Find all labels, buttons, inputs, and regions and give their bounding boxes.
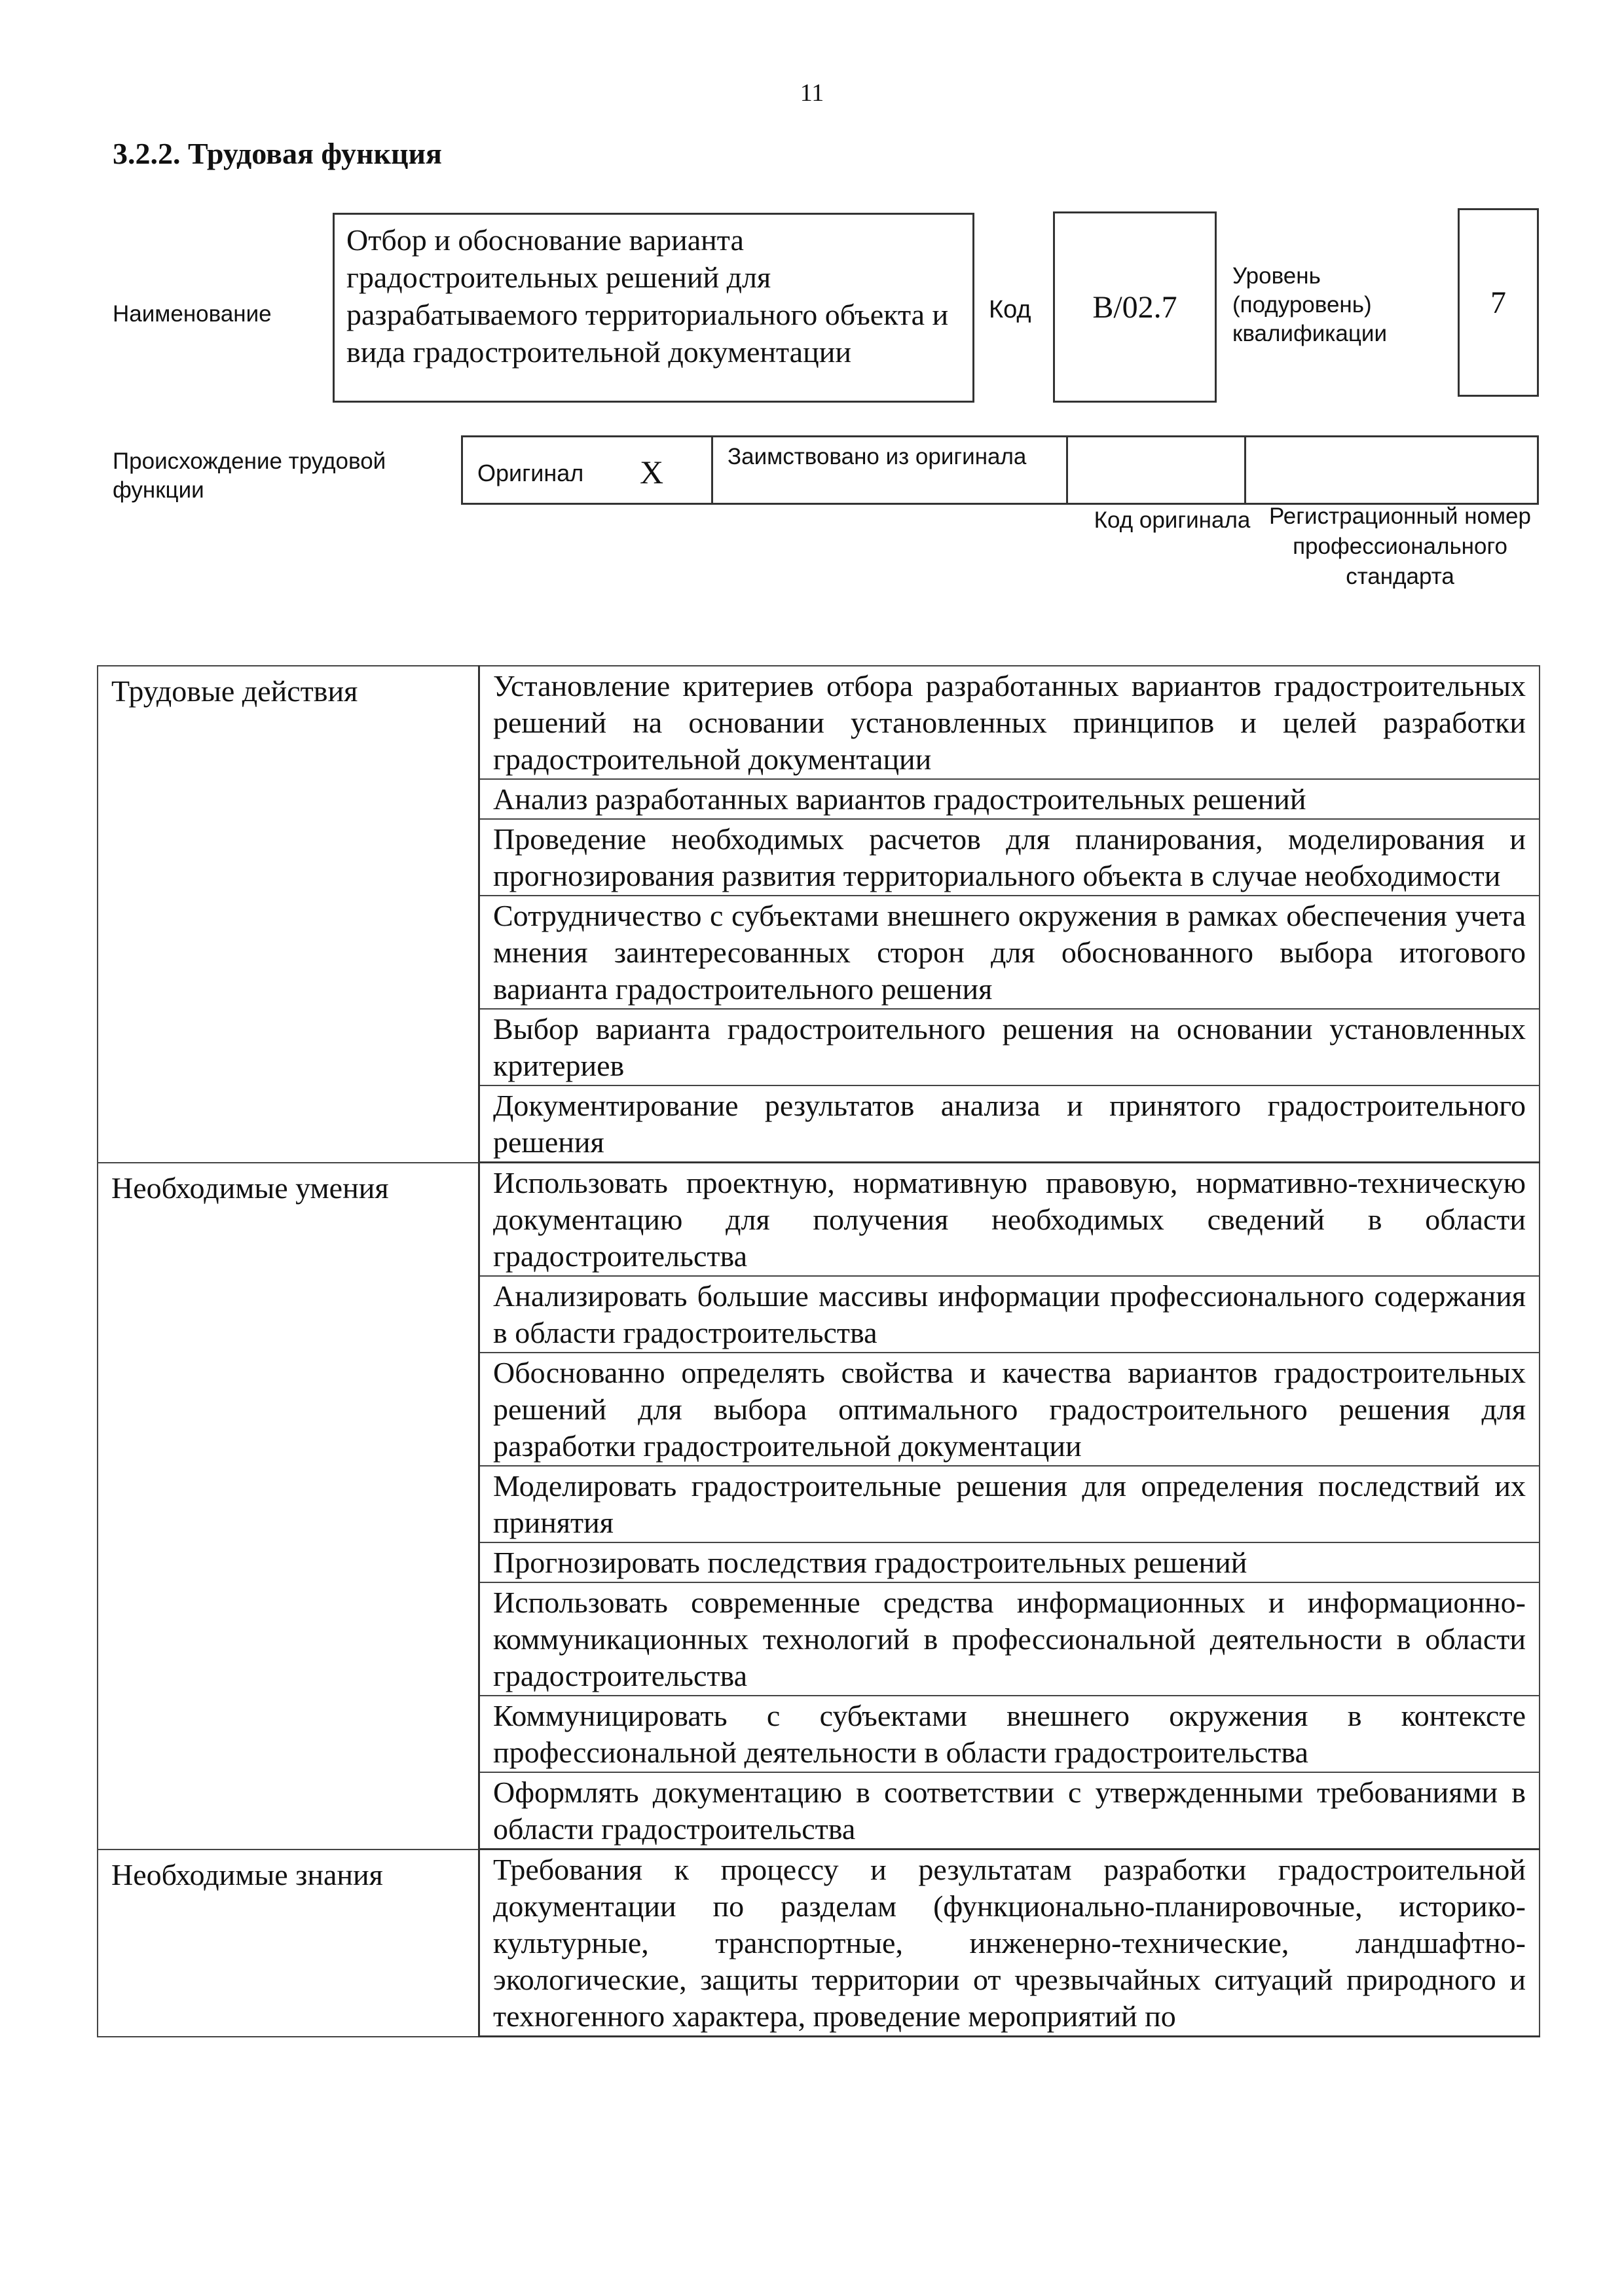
table-cell-item: Анализ разработанных вариантов градостроительных решений	[479, 779, 1540, 819]
table-cell-item: Проведение необходимых расчетов для планирования, моделирования и прогнозирования развития территориального объекта в случае необходимости	[479, 819, 1540, 896]
origin-original-label: Оригинал	[477, 460, 584, 486]
code-box	[1053, 211, 1217, 403]
origin-code-cell	[1068, 437, 1246, 503]
table-row	[98, 1850, 1540, 2037]
level-box	[1458, 208, 1539, 397]
origin-code-caption: Код оригинала	[1094, 507, 1251, 533]
code-value: B/02.7	[1092, 289, 1177, 325]
table-cell-item: Коммуницировать с субъектами внешнего окружения в контексте профессиональной деятельности в области градостроительства	[479, 1696, 1540, 1772]
level-value: 7	[1490, 285, 1506, 320]
group-title: Трудовые действия	[98, 666, 479, 1163]
table-row	[98, 1163, 1540, 1277]
page-number: 11	[800, 79, 824, 107]
table-cell-item: Выбор варианта градостроительного решения на основании установленных критериев	[479, 1009, 1540, 1085]
competency-table	[97, 665, 1540, 2037]
table-row	[98, 666, 1540, 779]
origin-borrowed-cell	[713, 437, 1068, 503]
table-cell-item: Использовать проектную, нормативную правовую, нормативно-техническую документацию для получения необходимых сведений в области градостроительства	[479, 1163, 1540, 1277]
table-cell-item: Прогнозировать последствия градостроительных решений	[479, 1542, 1540, 1582]
table-cell-item: Анализировать большие массивы информации профессионального содержания в области градостроительства	[479, 1276, 1540, 1353]
function-name-box	[333, 213, 974, 403]
table-cell-item: Требования к процессу и результатам разработки градостроительной документации по разделам (функционально-планировочные, историко-культурные, транспортные, инженерно-технические, ландшафтно-экологические, защиты территории от чрезвычайных ситуаций природного и техногенного характера, проведение мероприятий по	[479, 1850, 1540, 2037]
origin-original-cell	[463, 437, 713, 503]
table-cell-item: Обоснованно определять свойства и качества вариантов градостроительных решений для выбора оптимального градостроительного решения для разработки градостроительной документации	[479, 1353, 1540, 1466]
table-cell-item: Документирование результатов анализа и принятого градостроительного решения	[479, 1085, 1540, 1163]
level-label: Уровень (подуровень) квалификации	[1232, 263, 1387, 346]
table-cell-item: Моделировать градостроительные решения для определения последствий их принятия	[479, 1466, 1540, 1542]
section-title: 3.2.2. Трудовая функция	[113, 137, 442, 170]
group-title: Необходимые умения	[98, 1163, 479, 1850]
origin-table	[461, 435, 1539, 505]
origin-original-mark: X	[640, 454, 664, 490]
name-label: Наименование	[113, 301, 272, 327]
origin-reg-number-cell	[1246, 437, 1537, 503]
origin-label: Происхождение трудовой функции	[113, 448, 386, 503]
origin-reg-caption: Регистрационный номер профессионального стандарта	[1269, 503, 1531, 589]
function-name-value: Отбор и обоснование варианта градостроительных решений для разрабатываемого территориального объекта и вида градостроительной документации	[346, 223, 949, 369]
group-title: Необходимые знания	[98, 1850, 479, 2037]
table-cell-item: Использовать современные средства информационных и информационно-коммуникационных технологий в профессиональной деятельности в области градостроительства	[479, 1582, 1540, 1696]
table-cell-item: Установление критериев отбора разработанных вариантов градостроительных решений на основании установленных принципов и целей разработки градостроительной документации	[479, 666, 1540, 779]
table-cell-item: Оформлять документацию в соответствии с утвержденными требованиями в области градостроительства	[479, 1772, 1540, 1850]
origin-borrowed-label: Заимствовано из оригинала	[728, 444, 1027, 469]
code-label: Код	[989, 296, 1031, 323]
table-cell-item: Сотрудничество с субъектами внешнего окружения в рамках обеспечения учета мнения заинтересованных сторон для обоснованного выбора итогового варианта градостроительного решения	[479, 896, 1540, 1009]
